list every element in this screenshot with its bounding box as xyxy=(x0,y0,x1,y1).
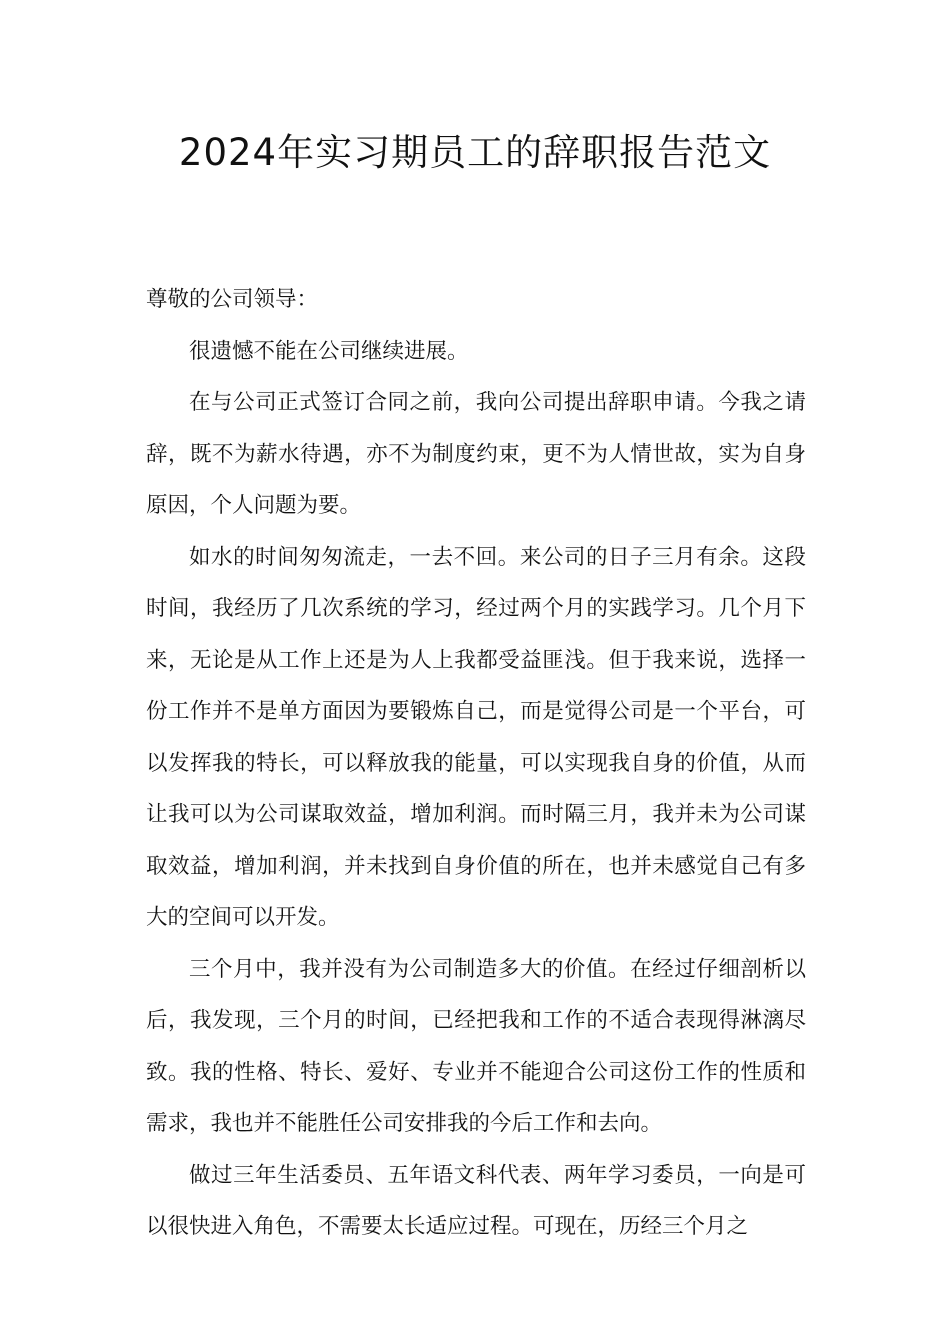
paragraph-3: 如水的时间匆匆流走，一去不回。来公司的日子三月有余。这段时间，我经历了几次系统的学习，经过两个月的实践学习。几个月下来，无论是从工作上还是为人上我都受益匪浅。但于我来说，选择一份工作并不是单方面因为要锻炼自己，而是觉得公司是一个平台，可以发挥我的特长，可以释放我的能量，可以实现我自身的价值，从而让我可以为公司谋取效益，增加利润。而时隔三月，我并未为公司谋取效益，增加利润，并未找到自身价值的所在，也并未感觉自己有多大的空间可以开发。 xyxy=(146,544,806,930)
document-body xyxy=(146,274,806,1253)
document-title: 2024年实习期员工的辞职报告范文 xyxy=(178,131,772,174)
paragraph-5: 做过三年生活委员、五年语文科代表、两年学习委员，一向是可以很快进入角色，不需要太长适应过程。可现在，历经三个月之 xyxy=(146,1162,806,1239)
salutation: 尊敬的公司领导： xyxy=(146,287,319,312)
paragraph-2: 在与公司正式签订合同之前，我向公司提出辞职申请。今我之请辞，既不为薪水待遇，亦不为制度约束，更不为人情世故，实为自身原因，个人问题为要。 xyxy=(146,390,806,518)
paragraph-4: 三个月中，我并没有为公司制造多大的价值。在经过仔细剖析以后，我发现，三个月的时间，已经把我和工作的不适合表现得淋漓尽致。我的性格、特长、爱好、专业并不能迎合公司这份工作的性质和需求，我也并不能胜任公司安排我的今后工作和去向。 xyxy=(146,956,806,1136)
paragraph-1: 很遗憾不能在公司继续进展。 xyxy=(189,338,469,364)
